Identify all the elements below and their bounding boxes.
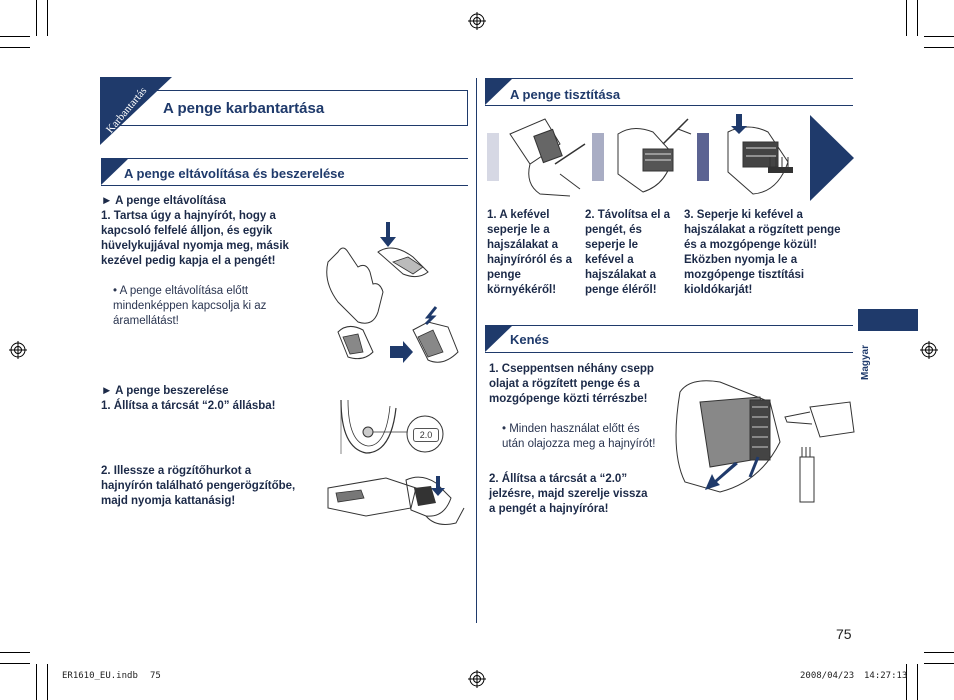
cleaning-title: A penge tisztítása	[510, 87, 621, 102]
crop-mark	[924, 47, 954, 48]
removal-note: • A penge eltávolítása előtt mindenképpen kapcsolja ki az áramellátást!	[113, 285, 267, 327]
clean-step-1: 1. A kefével seperje le a hajszálakat a hajnyíróról és a penge környékéről!	[487, 209, 573, 296]
footer-time: 14:27:13	[864, 671, 908, 681]
page-title: A penge karbantartása	[163, 100, 325, 117]
divider	[485, 325, 853, 326]
crop-mark	[0, 663, 30, 664]
crop-mark	[47, 0, 48, 36]
section-tab-label: Karbantartás	[104, 84, 150, 136]
dial-illustration	[336, 398, 458, 456]
oil-step-1: 1. Cseppentsen néhány csepp olajat a rögzített penge és a mozgópenge közti térrészbe!	[489, 363, 654, 405]
registration-mark-icon	[468, 12, 486, 30]
subsection-title: A penge eltávolítása és beszerelése	[124, 166, 345, 181]
registration-mark-icon	[920, 341, 938, 359]
install-step-2: 2. Illessze a rögzítőhurkot a hajnyírón található pengerögzítőbe, majd nyomja kattanásig!	[101, 465, 296, 507]
crop-mark	[906, 664, 907, 700]
oil-step-2: 2. Állítsa a tárcsát a “2.0” jelzésre, majd szerelje vissza a pengét a hajnyíróra!	[489, 473, 648, 515]
clean-step-2: 2. Távolítsa el a pengét, és seperje le kefével a hajszálakat a penge éléről!	[585, 209, 671, 296]
oil-title: Kenés	[510, 332, 550, 347]
brush-release-illustration	[708, 112, 812, 200]
registration-mark-icon	[468, 670, 486, 688]
install-heading: ► A penge beszerelése	[101, 385, 229, 397]
divider	[485, 78, 853, 79]
next-arrow-icon	[810, 115, 854, 201]
language-tab-bar	[858, 309, 918, 331]
column-divider	[476, 78, 477, 623]
crop-mark	[917, 0, 918, 36]
removal-heading: ► A penge eltávolítása	[101, 195, 226, 207]
footer-date: 2008/04/23	[800, 671, 855, 681]
crop-mark	[924, 652, 954, 653]
attach-blade-illustration	[326, 468, 466, 530]
install-step-1: 1. Állítsa a tárcsát “2.0” állásba!	[101, 400, 276, 412]
section-triangle	[485, 325, 513, 352]
crop-mark	[0, 652, 30, 653]
brush-blade-illustration	[603, 114, 695, 200]
brush-clipper-illustration	[500, 114, 588, 200]
hand-removal-illustration	[318, 212, 468, 372]
section-tab-triangle	[100, 77, 172, 145]
crop-mark	[36, 0, 37, 36]
crop-mark	[906, 0, 907, 36]
clean-step-3: 3. Seperje ki kefével a hajszálakat a rögzített penge és a mozgópenge közül! Eközben nyomja le a mozgópenge tisztítási kioldókarját!	[684, 209, 841, 296]
footer-file: ER1610_EU.indb	[62, 671, 138, 681]
removal-step-1: 1. Tartsa úgy a hajnyírót, hogy a kapcsoló felfelé álljon, és egyik hüvelykujjával nyomja meg, másik kezével pedig kapja el a pengét!	[101, 210, 289, 267]
crop-mark	[36, 664, 37, 700]
divider	[485, 105, 853, 106]
section-triangle	[485, 78, 513, 105]
crop-mark	[0, 36, 30, 37]
divider	[101, 185, 468, 186]
registration-mark-icon	[9, 341, 27, 359]
oiling-illustration	[660, 362, 856, 506]
language-tab-label: Magyar	[860, 344, 871, 380]
divider	[485, 352, 853, 353]
crop-mark	[924, 36, 954, 37]
step-bar	[487, 133, 499, 181]
page-number: 75	[836, 626, 852, 642]
divider	[101, 158, 468, 159]
crop-mark	[917, 664, 918, 700]
crop-mark	[924, 663, 954, 664]
crop-mark	[0, 47, 30, 48]
oil-note: • Minden használat előtt és után olajozza meg a hajnyírót!	[502, 423, 656, 450]
dial-value-label: 2.0	[413, 428, 439, 442]
footer-file-page: 75	[150, 671, 161, 681]
crop-mark	[47, 664, 48, 700]
